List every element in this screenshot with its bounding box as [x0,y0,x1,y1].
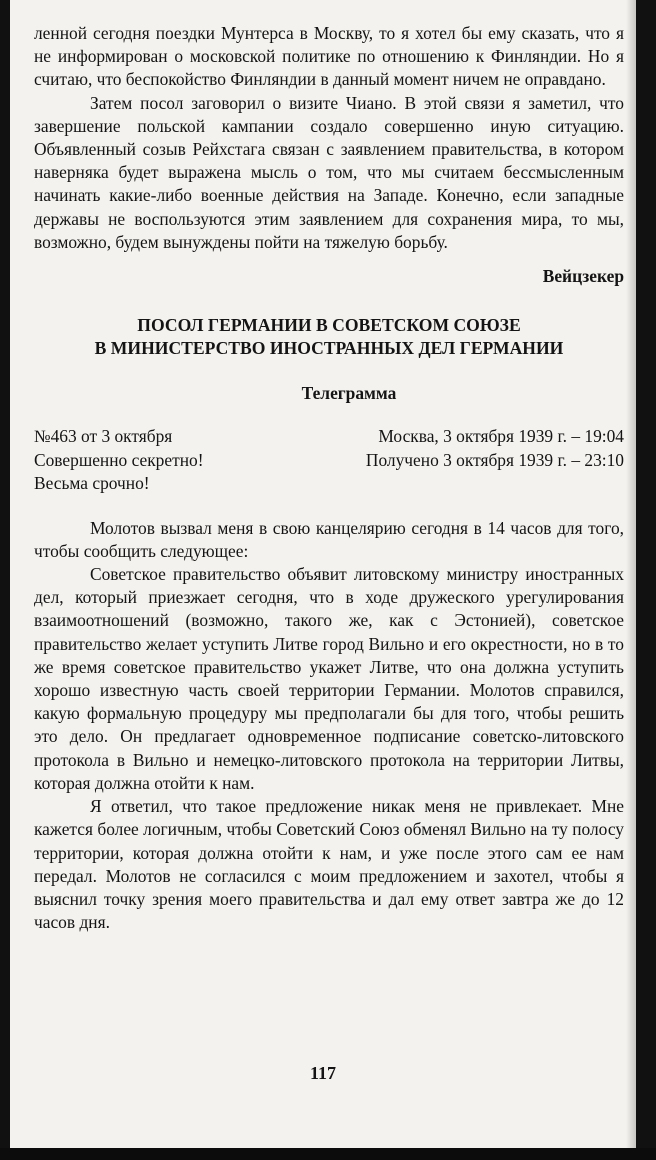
signature: Вейцзекер [542,266,624,287]
heading-line-1: ПОСОЛ ГЕРМАНИИ В СОВЕТСКОМ СОЮЗЕ [137,315,521,336]
document-type: Телеграмма [301,383,397,404]
classification: Совершенно секретно! [34,449,204,470]
telegram-number: №463 от 3 октября [34,426,173,447]
page-text [34,22,624,934]
received-time: Получено 3 октября 1939 г. – 23:10 [365,449,624,470]
paragraph: Советское правительство объявит литовскому министру иностранных дел, который приезжает сегодня, что в ходе дружеского урегулирования взаимоотношений (возможно, такого же, как с Эстонией), советское правительство желает уступить Литве город Вильно и его окрестности, но в то же время советское правительство укажет Литве, что она должна уступить хорошо известную часть своей территории Германии. Молотов справился, какую формальную процедуру мы предполагали бы для того, чтобы решить это дело. Он предлагает одновременное подписание советско-литовского протокола в Вильно и немецко-литовского протокола на территории Литвы, которая должна отойти к нам. [34,564,624,793]
telegram-body [34,517,624,935]
book-page [10,0,636,1148]
paragraph: Молотов вызвал меня в свою канцелярию сегодня в 14 часов для того, чтобы сообщить следующее: [34,517,624,561]
paragraph: ленной сегодня поездки Мунтерса в Москву, то я хотел бы ему сказать, что я не информирован о московской политике по отношению к Финляндии. Но я считаю, что беспокойство Финляндии в данный момент ничем не оправдано. [34,23,624,90]
page-number: 117 [309,1063,336,1083]
urgency: Весьма срочно! [34,473,150,494]
sent-place-time: Москва, 3 октября 1939 г. – 19:04 [378,426,624,447]
heading-line-2: В МИНИСТЕРСТВО ИНОСТРАННЫХ ДЕЛ ГЕРМАНИИ [94,338,564,359]
paragraph: Я ответил, что такое предложение никак меня не привлекает. Мне кажется более логичным, чтобы Советский Союз обменял Вильно на ту полосу территории, которая должна отойти к нам, и уже после этого сам ее нам передал. Молотов не согласился с моим предложением и захотел, чтобы я выяснил точку зрения моего правительства и дал ему ответ завтра же до 12 часов дня. [34,796,624,933]
paragraph: Затем посол заговорил о визите Чиано. В этой связи я заметил, что завершение польской кампании создало совершенно иную ситуацию. Объявленный созыв Рейхстага связан с заявлением правительства, в котором наверняка будет выражена мысль о том, что мы считаем бессмысленным начинать какие-либо военные действия на Западе. Конечно, если западные державы не воспользуются этим заявлением для сохранения мира, то мы, возможно, будем вынуждены пойти на тяжелую борьбу. [34,92,624,252]
scan-edge [0,1148,656,1160]
telegram-meta [34,425,624,495]
document-heading [34,314,624,360]
